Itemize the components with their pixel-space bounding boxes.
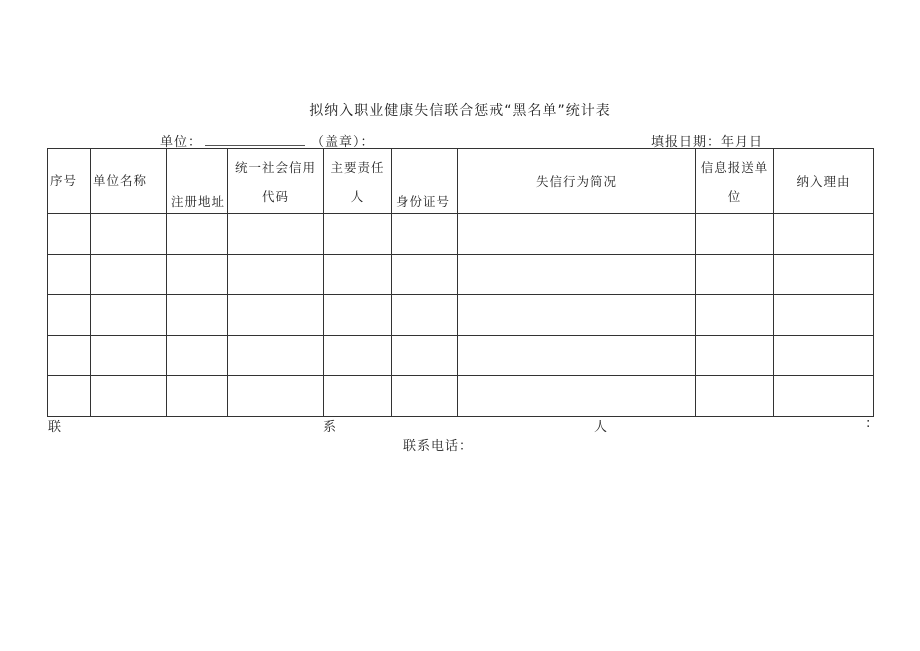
header-cell-id-number [392,149,458,214]
header-cell-unit-name [91,149,167,214]
contact-char-3: 人 [594,420,608,435]
unit-blank-line [205,145,305,146]
table-cell[interactable] [91,295,167,336]
table-cell[interactable] [392,254,458,295]
table-cell[interactable] [458,295,696,336]
header-serial-text: 序号 [50,173,78,188]
table-cell[interactable] [392,335,458,376]
table-cell[interactable] [774,214,874,255]
header-address-text: 注册地址 [171,194,226,209]
table-cell[interactable] [228,214,324,255]
contact-phone-label: 联系电话： [403,439,474,454]
header-responsible-line1: 主要责任 [330,160,385,175]
table-cell[interactable] [324,254,392,295]
table-cell[interactable] [91,254,167,295]
table-cell[interactable] [458,376,696,417]
fill-date-label: 填报日期：年月日 [651,135,764,150]
table-row [48,214,874,255]
unit-label: 单位： [160,135,203,150]
seal-label: （盖章）： [311,135,375,150]
table-cell[interactable] [774,254,874,295]
table-row [48,295,874,336]
header-credit-code-line1: 统一社会信用 [234,160,316,175]
table-cell[interactable] [48,295,91,336]
table-cell[interactable] [392,376,458,417]
header-cell-reporting-unit [696,149,774,214]
table-cell[interactable] [48,214,91,255]
header-reporting-line2: 位 [727,189,742,204]
header-unit-name-text: 单位名称 [93,173,148,188]
table-cell[interactable] [228,254,324,295]
blacklist-table [47,148,874,417]
table-cell[interactable] [228,335,324,376]
table-cell[interactable] [696,376,774,417]
header-cell-credit-code [228,149,324,214]
header-credit-code-line2: 代码 [261,189,289,204]
table-cell[interactable] [167,335,228,376]
header-reporting-line1: 信息报送单 [700,160,769,175]
contact-char-1: 联 [48,420,62,435]
table-cell[interactable] [324,335,392,376]
table-cell[interactable] [228,376,324,417]
table-cell[interactable] [696,295,774,336]
table-cell[interactable] [48,254,91,295]
contact-char-2: 系 [323,420,337,435]
table-cell[interactable] [324,214,392,255]
table-cell[interactable] [458,214,696,255]
header-reason-text: 纳入理由 [796,174,851,189]
table-cell[interactable] [392,214,458,255]
table-cell[interactable] [167,214,228,255]
table-cell[interactable] [774,295,874,336]
table-cell[interactable] [48,335,91,376]
page-title: 拟纳入职业健康失信联合惩戒“黑名单”统计表 [309,103,611,119]
table-cell[interactable] [696,335,774,376]
table-row [48,335,874,376]
table-cell[interactable] [324,376,392,417]
table-cell[interactable] [458,335,696,376]
table-cell[interactable] [91,214,167,255]
table-cell[interactable] [696,254,774,295]
header-responsible-line2: 人 [350,189,365,204]
table-cell[interactable] [167,254,228,295]
header-cell-address [167,149,228,214]
table-cell[interactable] [324,295,392,336]
header-cell-responsible-person [324,149,392,214]
table-row [48,254,874,295]
table-cell[interactable] [167,295,228,336]
header-cell-reason [774,149,874,214]
header-id-number-text: 身份证号 [396,194,451,209]
header-cell-serial [48,149,91,214]
table-row [48,376,874,417]
table-cell[interactable] [774,376,874,417]
table-cell[interactable] [696,214,774,255]
table-header-row [48,149,874,214]
header-violation-text: 失信行为简况 [535,174,617,189]
header-cell-violation [458,149,696,214]
contact-char-4: : [866,416,871,431]
table-cell[interactable] [228,295,324,336]
table-cell[interactable] [91,376,167,417]
table-cell[interactable] [392,295,458,336]
table-cell[interactable] [458,254,696,295]
table-cell[interactable] [48,376,91,417]
table-cell[interactable] [774,335,874,376]
table-cell[interactable] [167,376,228,417]
table-cell[interactable] [91,335,167,376]
